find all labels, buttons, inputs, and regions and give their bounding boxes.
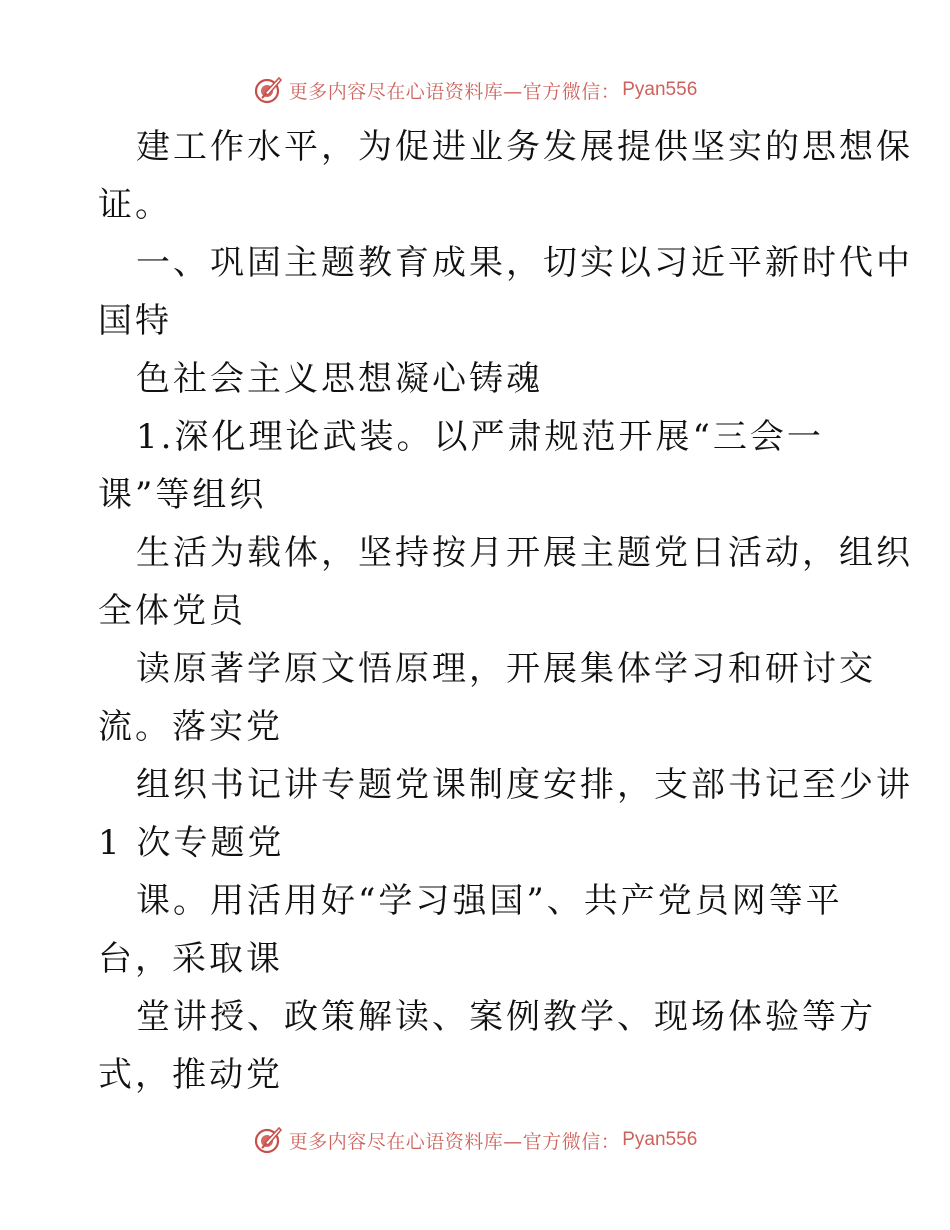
- watermark-text: 更多内容尽在心语资料库—官方微信：: [288, 1130, 621, 1153]
- watermark-footer: [0, 1120, 950, 1160]
- watermark-header: [0, 70, 950, 110]
- watermark-text: 更多内容尽在心语资料库—官方微信：: [288, 80, 621, 103]
- section-heading-line: 国特: [98, 301, 172, 341]
- text-line: 全体党员: [98, 591, 246, 631]
- text-line: 证。: [98, 185, 172, 225]
- watermark-handle: Pyan556: [622, 79, 698, 100]
- text-line: 建工作水平，为促进业务发展提供坚实的思想保: [136, 127, 913, 167]
- text-line: 1.深化理论武装。以严肃规范开展“三会一: [136, 417, 824, 457]
- text-line: 堂讲授、政策解读、案例教学、现场体验等方: [136, 997, 876, 1037]
- text-line: 流。落实党: [98, 707, 283, 747]
- document-body: [98, 118, 913, 1104]
- text-line: 台，采取课: [98, 939, 283, 979]
- text-line: 组织书记讲专题党课制度安排，支部书记至少讲: [136, 765, 913, 805]
- text-line: 1 次专题党: [98, 823, 285, 863]
- watermark-handle: Pyan556: [622, 1129, 698, 1150]
- text-line: 课”等组织: [98, 475, 267, 515]
- feather-pen-logo-icon: [253, 1125, 283, 1155]
- text-line: 读原著学原文悟原理，开展集体学习和研讨交: [136, 649, 876, 689]
- feather-pen-logo-icon: [253, 75, 283, 105]
- section-heading-line: 色社会主义思想凝心铸魂: [136, 359, 543, 399]
- text-line: 生活为载体，坚持按月开展主题党日活动，组织: [136, 533, 913, 573]
- section-heading-line: 一、巩固主题教育成果，切实以习近平新时代中: [136, 243, 913, 283]
- text-line: 课。用活用好“学习强国”、共产党员网等平: [136, 881, 843, 921]
- text-line: 式，推动党: [98, 1055, 283, 1095]
